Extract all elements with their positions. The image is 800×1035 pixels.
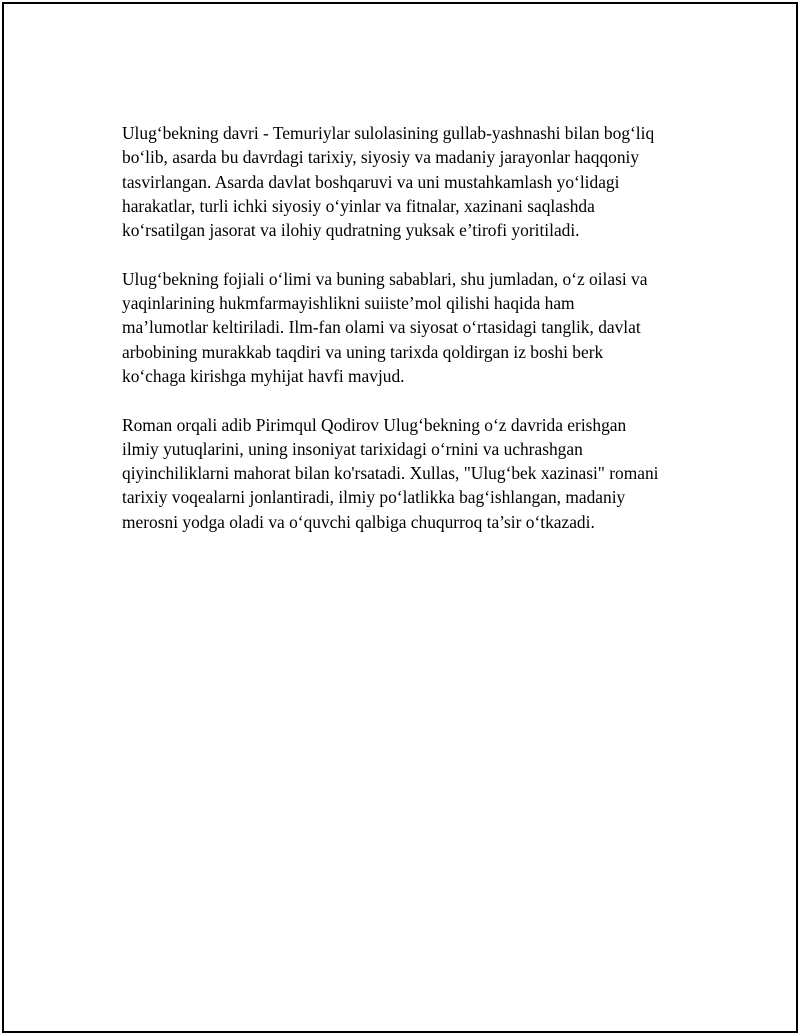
text-line: tasvirlangan. Asarda davlat boshqaruvi va uni mustahkamlash yo‘lidagi — [122, 171, 620, 192]
text-line: Ulug‘bekning davri - Temuriylar sulolasining gullab-yashnashi bilan bog‘liq — [122, 123, 655, 143]
document-body — [122, 121, 712, 558]
paragraph-1 — [122, 121, 712, 242]
text-line: ko‘rsatilgan jasorat va ilohiy qudratning yuksak e’tirofi yoritiladi. — [122, 220, 580, 241]
text-line: harakatlar, turli ichki siyosiy o‘yinlar va fitnalar, xazinani saqlashda — [122, 195, 595, 216]
text-line: ko‘chaga kirishga myhijat havfi mavjud. — [122, 365, 405, 386]
text-line: ma’lumotlar keltiriladi. Ilm-fan olami va siyosat o‘rtasidagi tanglik, davlat — [122, 317, 641, 338]
text-line: Roman orqali adib Pirimqul Qodirov Ulug‘bekning o‘z davrida erishgan — [122, 414, 627, 435]
text-line: arbobining murakkab taqdiri va uning tarixda qoldirgan iz boshi berk — [122, 341, 604, 362]
text-line: ilmiy yutuqlarini, uning insoniyat tarixidagi o‘rnini va uchrashgan — [122, 438, 583, 459]
text-line: qiyinchiliklarni mahorat bilan ko'rsatadi. Xullas, "Ulug‘bek xazinasi" romani — [122, 463, 659, 484]
text-line: Ulug‘bekning fojiali o‘limi va buning sabablari, shu jumladan, o‘z oilasi va — [122, 268, 648, 289]
text-line: yaqinlarining hukmfarmayishlikni suiiste’mol qilishi haqida ham — [122, 293, 575, 314]
text-line: merosni yodga oladi va o‘quvchi qalbiga chuqurroq ta’sir o‘tkazadi. — [122, 511, 595, 532]
text-line: bo‘lib, asarda bu davrdagi tarixiy, siyosiy va madaniy jarayonlar haqqoniy — [122, 147, 640, 168]
paragraph-3 — [122, 413, 712, 534]
page-frame — [2, 2, 798, 1033]
paragraph-2 — [122, 267, 712, 388]
text-line: tarixiy voqealarni jonlantiradi, ilmiy po‘latlikka bag‘ishlangan, madaniy — [122, 487, 626, 508]
